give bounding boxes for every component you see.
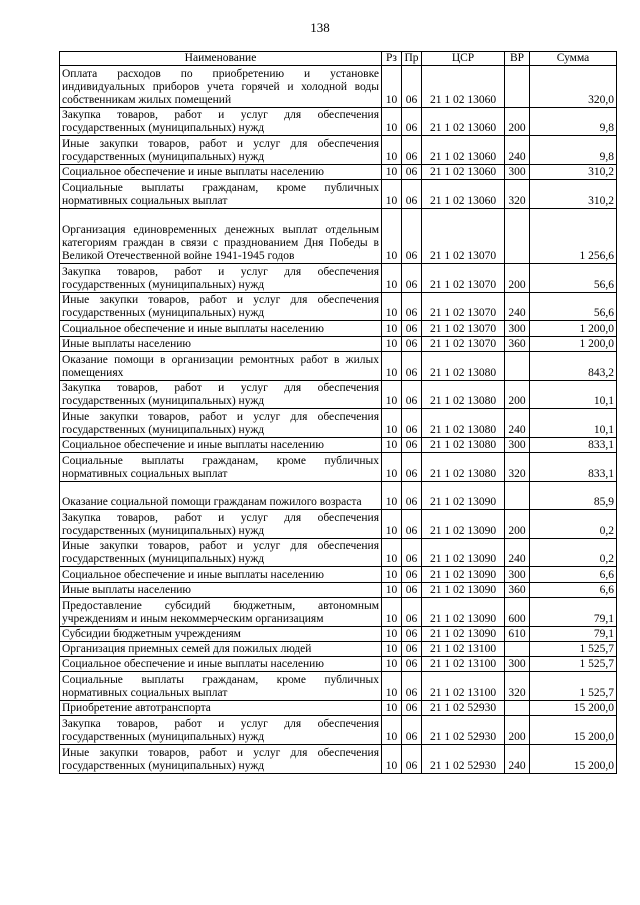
cell-name: Закупка товаров, работ и услуг для обеспечения государственных (муниципальных) нужд <box>60 510 382 539</box>
cell-csr: 21 1 02 13060 <box>422 107 505 136</box>
cell-name: Иные выплаты населению <box>60 336 382 351</box>
cell-sum: 85,9 <box>530 481 617 510</box>
cell-sum: 1 525,7 <box>530 641 617 656</box>
cell-name: Иные закупки товаров, работ и услуг для обеспечения государственных (муниципальных) нужд <box>60 409 382 438</box>
cell-sum: 56,6 <box>530 292 617 321</box>
cell-vr: 200 <box>505 264 530 293</box>
cell-csr: 21 1 02 13090 <box>422 510 505 539</box>
cell-csr: 21 1 02 13080 <box>422 437 505 452</box>
cell-rz: 10 <box>382 136 402 165</box>
cell-sum: 15 200,0 <box>530 716 617 745</box>
cell-name: Социальные выплаты гражданам, кроме публичных нормативных социальных выплат <box>60 672 382 701</box>
cell-pr: 06 <box>402 510 422 539</box>
cell-sum: 310,2 <box>530 180 617 209</box>
cell-csr: 21 1 02 13090 <box>422 582 505 597</box>
cell-sum: 833,1 <box>530 453 617 482</box>
cell-rz: 10 <box>382 180 402 209</box>
cell-rz: 10 <box>382 321 402 336</box>
header-vr: ВР <box>505 52 530 66</box>
cell-name: Оказание помощи в организации ремонтных работ в жилых помещениях <box>60 351 382 380</box>
cell-name: Организация единовременных денежных выплат отдельным категориям граждан в связи с празднованием Дня Победы в Великой Отечественной войне 1941-1945 годов <box>60 208 382 263</box>
cell-sum: 6,6 <box>530 582 617 597</box>
cell-csr: 21 1 02 13070 <box>422 292 505 321</box>
cell-name: Иные закупки товаров, работ и услуг для обеспечения государственных (муниципальных) нужд <box>60 292 382 321</box>
cell-csr: 21 1 02 13060 <box>422 165 505 180</box>
cell-rz: 10 <box>382 582 402 597</box>
table-header-row <box>60 52 617 66</box>
cell-vr: 300 <box>505 567 530 582</box>
header-rz: Рз <box>382 52 402 66</box>
cell-name: Социальные выплаты гражданам, кроме публичных нормативных социальных выплат <box>60 453 382 482</box>
cell-name: Закупка товаров, работ и услуг для обеспечения государственных (муниципальных) нужд <box>60 716 382 745</box>
cell-pr: 06 <box>402 453 422 482</box>
cell-name: Иные выплаты населению <box>60 582 382 597</box>
cell-vr: 240 <box>505 744 530 773</box>
cell-vr <box>505 66 530 108</box>
cell-pr: 06 <box>402 409 422 438</box>
cell-pr: 06 <box>402 567 422 582</box>
cell-csr: 21 1 02 13070 <box>422 321 505 336</box>
cell-csr: 21 1 02 13090 <box>422 626 505 641</box>
cell-csr: 21 1 02 13080 <box>422 380 505 409</box>
cell-name: Закупка товаров, работ и услуг для обеспечения государственных (муниципальных) нужд <box>60 264 382 293</box>
cell-sum: 1 200,0 <box>530 336 617 351</box>
cell-pr: 06 <box>402 626 422 641</box>
cell-vr: 320 <box>505 672 530 701</box>
cell-sum: 0,2 <box>530 510 617 539</box>
cell-sum: 79,1 <box>530 626 617 641</box>
cell-csr: 21 1 02 13080 <box>422 351 505 380</box>
cell-rz: 10 <box>382 567 402 582</box>
cell-pr: 06 <box>402 538 422 567</box>
cell-name: Социальное обеспечение и иные выплаты населению <box>60 657 382 672</box>
cell-vr: 200 <box>505 107 530 136</box>
cell-name: Приобретение автотранспорта <box>60 701 382 716</box>
cell-csr: 21 1 02 13090 <box>422 567 505 582</box>
cell-csr: 21 1 02 13070 <box>422 336 505 351</box>
cell-vr: 240 <box>505 292 530 321</box>
table-row <box>60 744 617 773</box>
cell-vr: 240 <box>505 538 530 567</box>
cell-pr: 06 <box>402 66 422 108</box>
cell-sum: 10,1 <box>530 409 617 438</box>
cell-pr: 06 <box>402 481 422 510</box>
cell-name: Закупка товаров, работ и услуг для обеспечения государственных (муниципальных) нужд <box>60 107 382 136</box>
cell-pr: 06 <box>402 292 422 321</box>
cell-rz: 10 <box>382 641 402 656</box>
cell-sum: 843,2 <box>530 351 617 380</box>
cell-sum: 9,8 <box>530 107 617 136</box>
cell-name: Социальное обеспечение и иные выплаты населению <box>60 437 382 452</box>
table-row <box>60 66 617 108</box>
cell-sum: 1 256,6 <box>530 208 617 263</box>
cell-name: Иные закупки товаров, работ и услуг для обеспечения государственных (муниципальных) нужд <box>60 744 382 773</box>
cell-vr: 610 <box>505 626 530 641</box>
table-row <box>60 180 617 209</box>
table-row <box>60 351 617 380</box>
cell-rz: 10 <box>382 208 402 263</box>
cell-vr: 200 <box>505 380 530 409</box>
table-row <box>60 538 617 567</box>
table-row <box>60 510 617 539</box>
cell-sum: 1 525,7 <box>530 657 617 672</box>
table-row <box>60 380 617 409</box>
cell-rz: 10 <box>382 657 402 672</box>
table-row <box>60 641 617 656</box>
cell-sum: 9,8 <box>530 136 617 165</box>
table-row <box>60 336 617 351</box>
cell-vr <box>505 208 530 263</box>
table-row <box>60 208 617 263</box>
cell-vr: 300 <box>505 321 530 336</box>
cell-name: Социальное обеспечение и иные выплаты населению <box>60 165 382 180</box>
cell-rz: 10 <box>382 437 402 452</box>
cell-name: Организация приемных семей для пожилых людей <box>60 641 382 656</box>
cell-vr: 600 <box>505 597 530 626</box>
cell-csr: 21 1 02 13070 <box>422 264 505 293</box>
cell-vr: 200 <box>505 510 530 539</box>
cell-vr: 360 <box>505 336 530 351</box>
cell-csr: 21 1 02 13100 <box>422 657 505 672</box>
cell-csr: 21 1 02 52930 <box>422 744 505 773</box>
cell-csr: 21 1 02 13090 <box>422 481 505 510</box>
cell-rz: 10 <box>382 626 402 641</box>
cell-csr: 21 1 02 13070 <box>422 208 505 263</box>
header-name: Наименование <box>60 52 382 66</box>
table-row <box>60 716 617 745</box>
cell-rz: 10 <box>382 510 402 539</box>
cell-rz: 10 <box>382 481 402 510</box>
cell-pr: 06 <box>402 716 422 745</box>
cell-sum: 79,1 <box>530 597 617 626</box>
table-row <box>60 136 617 165</box>
cell-name: Социальное обеспечение и иные выплаты населению <box>60 321 382 336</box>
cell-rz: 10 <box>382 336 402 351</box>
cell-vr: 300 <box>505 437 530 452</box>
cell-sum: 833,1 <box>530 437 617 452</box>
cell-rz: 10 <box>382 538 402 567</box>
cell-sum: 56,6 <box>530 264 617 293</box>
cell-pr: 06 <box>402 107 422 136</box>
page-number: 138 <box>310 20 330 35</box>
cell-pr: 06 <box>402 701 422 716</box>
cell-name: Иные закупки товаров, работ и услуг для обеспечения государственных (муниципальных) нужд <box>60 136 382 165</box>
table-row <box>60 264 617 293</box>
table-row <box>60 597 617 626</box>
cell-csr: 21 1 02 13090 <box>422 597 505 626</box>
cell-name: Закупка товаров, работ и услуг для обеспечения государственных (муниципальных) нужд <box>60 380 382 409</box>
cell-vr: 320 <box>505 453 530 482</box>
cell-pr: 06 <box>402 208 422 263</box>
cell-name: Предоставление субсидий бюджетным, автономным учреждениям и иным некоммерческим организациям <box>60 597 382 626</box>
table-row <box>60 701 617 716</box>
cell-rz: 10 <box>382 351 402 380</box>
cell-vr <box>505 351 530 380</box>
cell-vr: 300 <box>505 165 530 180</box>
header-csr: ЦСР <box>422 52 505 66</box>
cell-rz: 10 <box>382 107 402 136</box>
table-row <box>60 409 617 438</box>
cell-pr: 06 <box>402 672 422 701</box>
cell-pr: 06 <box>402 264 422 293</box>
cell-pr: 06 <box>402 336 422 351</box>
cell-csr: 21 1 02 52930 <box>422 716 505 745</box>
table-row <box>60 437 617 452</box>
cell-sum: 1 200,0 <box>530 321 617 336</box>
table-row <box>60 672 617 701</box>
cell-pr: 06 <box>402 321 422 336</box>
cell-vr <box>505 701 530 716</box>
cell-name: Иные закупки товаров, работ и услуг для обеспечения государственных (муниципальных) нужд <box>60 538 382 567</box>
cell-pr: 06 <box>402 597 422 626</box>
table-row <box>60 582 617 597</box>
cell-csr: 21 1 02 52930 <box>422 701 505 716</box>
header-pr: Пр <box>402 52 422 66</box>
cell-rz: 10 <box>382 380 402 409</box>
cell-name: Оказание социальной помощи гражданам пожилого возраста <box>60 481 382 510</box>
cell-name: Социальные выплаты гражданам, кроме публичных нормативных социальных выплат <box>60 180 382 209</box>
cell-vr <box>505 641 530 656</box>
cell-rz: 10 <box>382 453 402 482</box>
cell-pr: 06 <box>402 744 422 773</box>
cell-sum: 1 525,7 <box>530 672 617 701</box>
cell-pr: 06 <box>402 582 422 597</box>
cell-csr: 21 1 02 13090 <box>422 538 505 567</box>
cell-rz: 10 <box>382 409 402 438</box>
cell-sum: 0,2 <box>530 538 617 567</box>
table-row <box>60 453 617 482</box>
budget-table <box>59 51 617 774</box>
table-row <box>60 481 617 510</box>
cell-rz: 10 <box>382 66 402 108</box>
cell-pr: 06 <box>402 437 422 452</box>
cell-pr: 06 <box>402 165 422 180</box>
cell-sum: 320,0 <box>530 66 617 108</box>
table-row <box>60 292 617 321</box>
cell-csr: 21 1 02 13100 <box>422 641 505 656</box>
cell-sum: 15 200,0 <box>530 701 617 716</box>
table-row <box>60 657 617 672</box>
cell-vr: 300 <box>505 657 530 672</box>
table-row <box>60 567 617 582</box>
cell-rz: 10 <box>382 597 402 626</box>
cell-name: Оплата расходов по приобретению и установке индивидуальных приборов учета горячей и холодной воды собственникам жилых помещений <box>60 66 382 108</box>
table-row <box>60 107 617 136</box>
cell-vr <box>505 481 530 510</box>
table-row <box>60 165 617 180</box>
cell-rz: 10 <box>382 716 402 745</box>
cell-rz: 10 <box>382 744 402 773</box>
cell-vr: 200 <box>505 716 530 745</box>
cell-name: Субсидии бюджетным учреждениям <box>60 626 382 641</box>
cell-pr: 06 <box>402 180 422 209</box>
cell-sum: 6,6 <box>530 567 617 582</box>
cell-sum: 10,1 <box>530 380 617 409</box>
cell-vr: 240 <box>505 136 530 165</box>
cell-rz: 10 <box>382 165 402 180</box>
header-sum: Сумма <box>530 52 617 66</box>
cell-rz: 10 <box>382 292 402 321</box>
cell-sum: 15 200,0 <box>530 744 617 773</box>
cell-name: Социальное обеспечение и иные выплаты населению <box>60 567 382 582</box>
cell-rz: 10 <box>382 672 402 701</box>
cell-pr: 06 <box>402 351 422 380</box>
cell-csr: 21 1 02 13100 <box>422 672 505 701</box>
cell-csr: 21 1 02 13060 <box>422 66 505 108</box>
cell-pr: 06 <box>402 380 422 409</box>
cell-csr: 21 1 02 13080 <box>422 453 505 482</box>
cell-pr: 06 <box>402 641 422 656</box>
cell-rz: 10 <box>382 701 402 716</box>
cell-csr: 21 1 02 13080 <box>422 409 505 438</box>
cell-vr: 320 <box>505 180 530 209</box>
cell-rz: 10 <box>382 264 402 293</box>
cell-pr: 06 <box>402 657 422 672</box>
table-row <box>60 321 617 336</box>
cell-vr: 240 <box>505 409 530 438</box>
cell-pr: 06 <box>402 136 422 165</box>
cell-vr: 360 <box>505 582 530 597</box>
table-body <box>60 66 617 774</box>
table-row <box>60 626 617 641</box>
cell-csr: 21 1 02 13060 <box>422 180 505 209</box>
cell-csr: 21 1 02 13060 <box>422 136 505 165</box>
cell-sum: 310,2 <box>530 165 617 180</box>
